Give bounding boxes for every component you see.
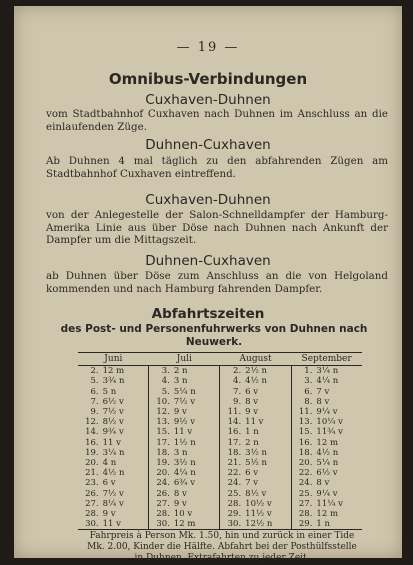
time-cell: 9¾ v [102,427,124,438]
day-cell: 2. [90,366,99,377]
table-row [78,438,362,448]
time-cell: 6 v [245,468,259,479]
day-cell: 28. [220,499,243,509]
time-cell: 5¼ n [316,458,339,469]
time-cell: 4½ n [316,447,339,458]
time-cell: 11½ v [245,509,272,520]
time-cell: 1 n [314,519,362,530]
day-cell: 11. [291,407,314,417]
time-cell: 8½ v [245,488,267,499]
time-cell: 9 v [245,407,259,418]
page-title: Omnibus-Verbindungen [108,70,308,88]
day-cell: 17. [149,438,172,448]
table-row [78,458,362,468]
table-row [78,509,362,519]
month-header: September [291,353,362,366]
table-row [78,417,362,427]
day-cell: 6. [90,386,99,397]
day-cell: 14. [85,427,99,438]
day-cell: 4. [149,376,172,386]
time-cell: 5¼ n [173,386,196,397]
time-cell: 12 m [102,366,125,377]
day-cell: 23. [85,478,99,489]
day-cell: 7. [220,387,243,397]
day-cell: 21. [220,458,243,468]
day-cell: 5. [149,387,172,397]
time-cell: 4½ n [245,376,267,387]
time-cell: 11 v [102,437,121,448]
day-cell: 21. [85,468,99,479]
day-cell: 19. [149,458,172,468]
day-cell: 29. [220,509,243,519]
day-cell: 3. [291,376,314,386]
section-text: ab Duhnen über Döse zum Anschluss an die von Helgoland kommenden und nach Hamburg fahrenden Dampfer. [46,270,388,295]
table-row [78,519,362,530]
time-cell: 11 v [101,519,149,530]
day-cell: 27. [291,499,314,509]
time-cell: 6 v [245,386,259,397]
day-cell: 1. [291,366,314,377]
day-cell: 20. [149,468,172,478]
table-row [78,468,362,478]
day-cell: 26. [85,488,99,499]
time-cell: 6½ v [102,396,124,407]
time-cell: 11¼ v [316,498,343,509]
day-cell: 18. [149,448,172,458]
time-cell: 7½ v [102,407,124,418]
table-row [78,499,362,509]
table-row [78,478,362,488]
time-cell: 4¼ n [173,468,196,479]
time-cell: 10½ v [245,498,272,509]
time-cell: 7½ v [102,488,124,499]
day-cell: 24. [291,478,314,488]
time-cell: 8 v [316,396,330,407]
day-cell: 26. [149,489,172,499]
table-row [78,427,362,437]
month-header: Juli [149,353,220,366]
departure-table [78,352,362,530]
schedule-heading: Abfahrtszeiten [151,306,265,322]
time-cell: 7 v [245,478,259,489]
section-heading: Cuxhaven-Duhnen [145,92,271,108]
time-cell: 5½ n [245,458,267,469]
time-cell: 3 n [173,447,188,458]
day-cell: 19. [85,447,99,458]
time-cell: 11 v [173,427,193,438]
time-cell: 3 n [173,376,188,387]
section-text: Ab Duhnen 4 mal täglich zu den abfahrenden Zügen am Stadtbahnhof Cuxhaven eintreffend. [46,155,388,180]
day-cell: 25. [220,489,243,499]
day-cell: 22. [291,468,314,478]
day-cell: 11. [220,407,243,417]
time-cell: 12 m [316,509,338,520]
day-cell: 12. [85,417,99,428]
day-cell: 8. [291,397,314,407]
day-cell: 17. [220,438,243,448]
day-cell: 9. [220,397,243,407]
day-cell: 7. [90,396,99,407]
section-heading: Duhnen-Cuxhaven [145,137,271,153]
table-row [78,448,362,458]
time-cell: 10¼ v [316,417,343,428]
time-cell: 12 m [172,519,220,530]
day-cell: 16. [85,437,99,448]
schedule-subheading: des Post- und Personenfuhrwerks von Duhnen nach Neuwerk. [60,323,368,348]
day-cell: 16. [220,427,243,437]
time-cell: 11 v [245,417,264,428]
day-cell: 27. [149,499,172,509]
day-cell: 25. [291,489,314,499]
time-cell: 12½ n [243,519,291,530]
day-cell: 28. [85,509,99,520]
day-cell: 3. [149,366,172,377]
day-cell: 9. [90,407,99,418]
time-cell: 9 v [173,407,187,418]
day-cell: 16. [291,438,314,448]
time-cell: 6 v [102,478,116,489]
day-cell: 20. [291,458,314,468]
section-heading: Cuxhaven-Duhnen [145,192,271,208]
time-cell: 6½ v [316,468,338,479]
table-row [78,366,362,377]
day-cell: 28. [149,509,172,519]
page-number: — 19 — [176,40,240,55]
day-cell: 13. [149,417,172,427]
day-cell: 30. [220,519,243,530]
time-cell: 8 v [245,396,259,407]
time-cell: 1½ n [173,437,196,448]
time-cell: 2 n [173,366,188,377]
time-cell: 9¼ v [316,488,338,499]
day-cell: 30. [78,519,101,530]
day-cell: 12. [149,407,172,417]
time-cell: 8¼ v [102,498,124,509]
time-cell: 4½ n [102,468,125,479]
time-cell: 12 m [316,437,338,448]
time-cell: 7 v [316,386,330,397]
day-cell: 24. [220,478,243,488]
day-cell: 13. [291,417,314,427]
time-cell: 3¾ n [102,376,125,387]
day-cell: 18. [220,448,243,458]
day-cell: 2. [220,366,243,377]
day-cell: 22. [220,468,243,478]
table-row [78,376,362,386]
day-cell: 28. [291,509,314,519]
time-cell: 3½ n [245,447,267,458]
book-page [14,6,402,563]
time-cell: 7½ v [173,396,196,407]
section-text: vom Stadtbahnhof Cuxhaven nach Duhnen im Anschluss an die einlaufenden Züge. [46,108,388,133]
table-row [78,387,362,397]
time-cell: 8 v [173,488,187,499]
time-cell: 5 n [102,386,117,397]
time-cell: 1 n [245,427,259,438]
section-text: von der Anlegestelle der Salon-Schnelldampfer der Hamburg-Amerika Linie aus über Döse nach Duhnen nach Ankunft der Dampfer um die Mittagszeit. [46,209,388,246]
day-cell: 5. [90,376,99,387]
time-cell: 4¼ n [316,376,339,387]
time-cell: 3½ n [173,458,196,469]
day-cell: 20. [85,458,99,469]
time-cell: 3¼ n [102,447,125,458]
day-cell: 30. [149,519,172,530]
day-cell: 18. [291,448,314,458]
time-cell: 2 n [245,437,259,448]
month-header: August [220,353,291,366]
time-cell: 6¾ v [173,478,196,489]
time-cell: 9¼ v [316,407,338,418]
day-cell: 27. [85,498,99,509]
month-header: Juni [78,353,149,366]
departure-table-body [78,366,362,530]
day-cell: 10. [149,397,172,407]
fare-note: Fahrpreis à Person Mk. 1.50, hin und zurück in einer Tide Mk. 2.00, Kinder die Hälfte. Abfahrt bei der Posthülfsstelle in Duhnen. Extrafahrten zu jeder Zeit. [87,531,357,563]
day-cell: 15. [149,427,172,437]
table-row [78,489,362,499]
time-cell: 9 v [173,498,187,509]
day-cell: 6. [291,387,314,397]
table-row [78,397,362,407]
table-row [78,407,362,417]
time-cell: 10 v [173,509,193,520]
day-cell: 24. [149,478,172,488]
section-heading: Duhnen-Cuxhaven [145,253,271,269]
time-cell: 8 v [316,478,330,489]
time-cell: 3¼ n [316,366,339,377]
day-cell: 14. [220,417,243,427]
day-cell: 29. [291,519,314,530]
time-cell: 9 v [102,509,116,520]
time-cell: 8½ v [102,417,124,428]
day-cell: 15. [291,427,314,437]
time-cell: 4 n [102,458,117,469]
time-cell: 9½ v [173,417,196,428]
time-cell: 2½ n [245,366,267,377]
time-cell: 11¾ v [316,427,343,438]
day-cell: 4. [220,376,243,386]
